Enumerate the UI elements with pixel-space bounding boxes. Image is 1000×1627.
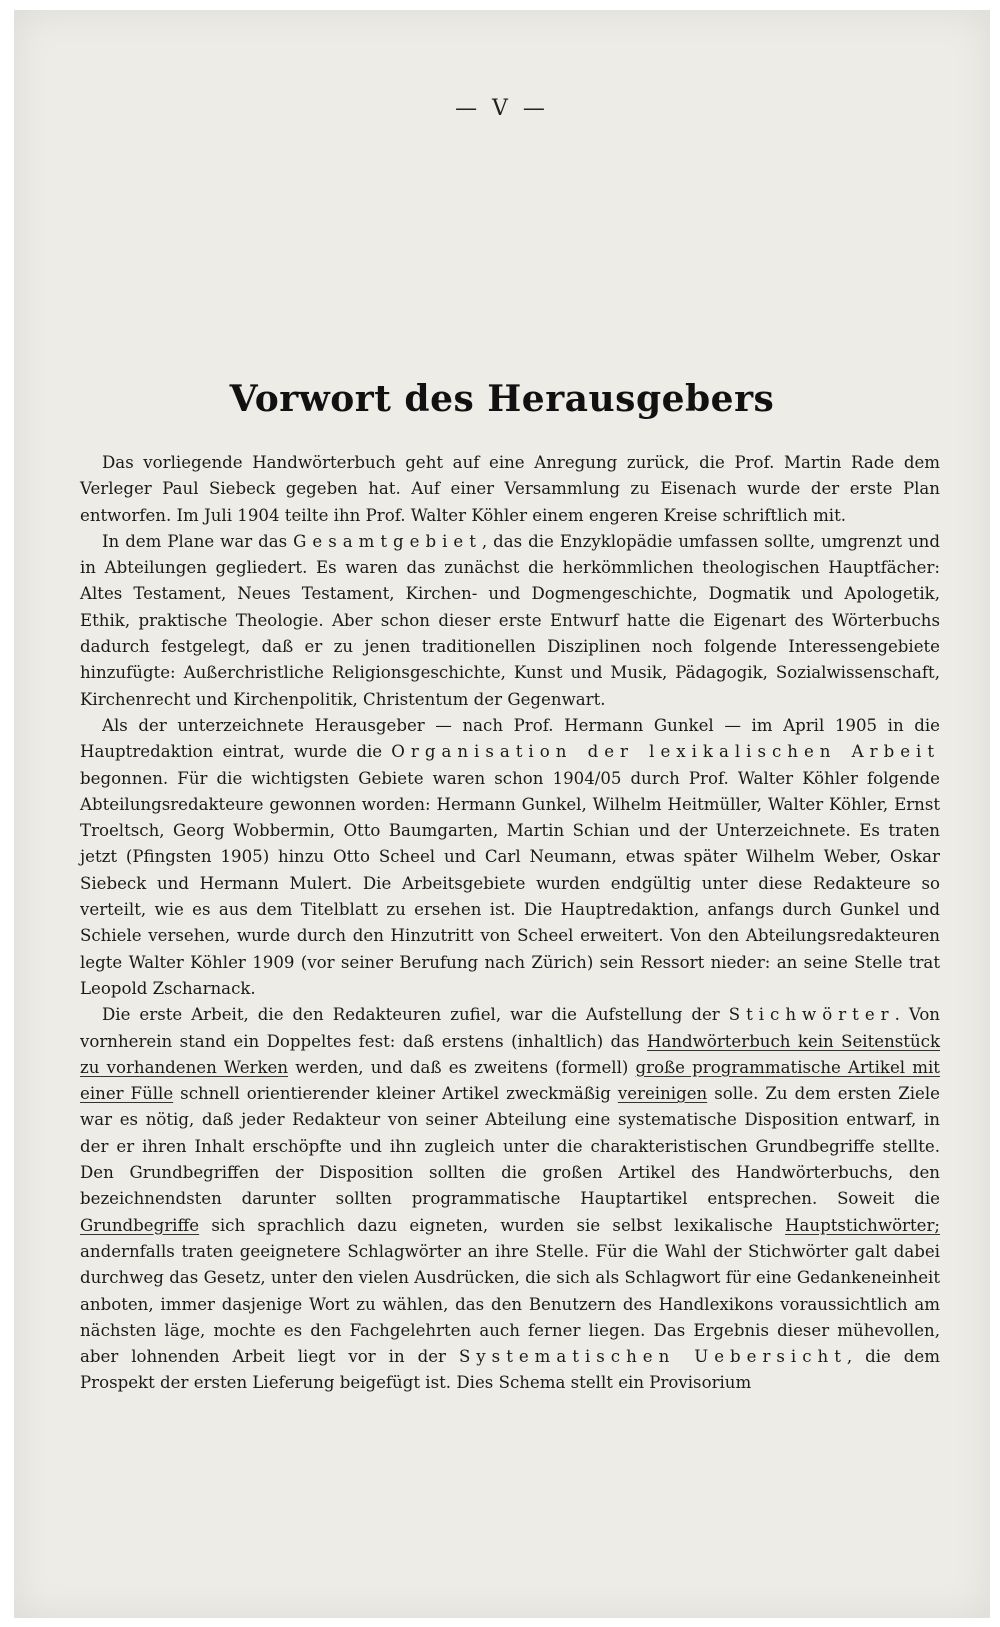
body-text (80, 450, 940, 1397)
text-run: solle. Zu dem ersten Ziele war es nötig, daß jeder Redakteur von seiner Abteilung eine systematische Disposition entwarf, in der er ihren Inhalt erschöpfte und ihn zugleich unter die charakteristischen Grundbegriffe stellte. Den Grundbegriffen der Disposition sollten die großen Artikel des Handwörterbuchs, den bezeichnendsten darunter sollten programmatische Hauptartikel entsprechen. Soweit die (80, 1084, 940, 1209)
text-run: , das die Enzyklopädie umfassen sollte, umgrenzt und in Abteilungen gegliedert. Es waren das zunächst die herkömmlichen theologischen Hauptfächer: Altes Testament, Neues Testament, Kirchen- und Dogmengeschichte, Dogmatik und Apologetik, Ethik, praktische Theologie. Aber schon dieser erste Entwurf hatte die Eigenart des Wörterbuchs dadurch festgelegt, daß er zu jenen traditionellen Disziplinen noch folgende Interessengebiete hinzufügte: Außerchristliche Religionsgeschichte, Kunst und Musik, Pädagogik, Sozialwissenschaft, Kirchenrecht und Kirchenpolitik, Christentum der Gegenwart. (80, 531, 940, 709)
spaced-emphasis: Stichwörter (728, 1005, 895, 1025)
underlined-text: Handwörterbuch kein Seitenstück zu vorhandenen Werken (80, 1031, 941, 1077)
text-run: Das vorliegende Handwörterbuch geht auf eine Anregung zurück, die Prof. Martin Rade dem Verleger Paul Siebeck gegeben hat. Auf einer Versammlung zu Eisenach wurde der erste Plan entworfen. Im Juli 1904 teilte ihn Prof. Walter Köhler einem engeren Kreise schriftlich mit. (80, 453, 940, 525)
text-run: Als der unterzeichnete Herausgeber — nach Prof. Hermann Gunkel — im April 1905 in die Hauptredaktion eintrat, wurde die (80, 715, 940, 762)
spaced-emphasis: Organisation der lexikalischen Arbeit (391, 742, 940, 762)
paragraph (80, 450, 940, 529)
underlined-text: vereinigen (617, 1084, 708, 1104)
paragraph (80, 529, 940, 713)
text-run: , die dem Prospekt der ersten Lieferung beigefügt ist. Dies Schema stellt ein Provisorium (80, 1347, 940, 1393)
text-run: andernfalls traten geeignetere Schlagwörter an ihre Stelle. Für die Wahl der Stichwörter galt dabei durchweg das Gesetz, unter den vielen Ausdrücken, die sich als Schlagwort für eine Gedankeneinheit anboten, immer dasjenige Wort zu wählen, das den Benutzern des Handlexikons voraussichtlich am nächsten läge, mochte es den Fachgelehrten auch ferner liegen. Das Ergebnis dieser mühevollen, aber lohnenden Arbeit liegt vor in der (80, 1241, 940, 1367)
text-run: schnell orientierender kleiner Artikel zweckmäßig (173, 1084, 618, 1104)
underlined-text: Grundbegriffe (80, 1215, 200, 1235)
text-run: werden, und daß es zweitens (formell) (288, 1057, 636, 1077)
underlined-text: Hauptstichwörter; (785, 1215, 940, 1235)
text-run: . Von vornherein stand ein Doppeltes fest: daß erstens (inhaltlich) das (80, 1005, 940, 1051)
text-run: begonnen. Für die wichtigsten Gebiete waren schon 1904/05 durch Prof. Walter Köhler folgende Abteilungsredakteure gewonnen worden: Hermann Gunkel, Wilhelm Heitmüller, Walter Köhler, Ernst Troeltsch, Georg Wobbermin, Otto Baumgarten, Martin Schian und der Unterzeichnete. Es traten jetzt (Pfingsten 1905) hinzu Otto Scheel und Carl Neumann, etwas später Wilhelm Weber, Oskar Siebeck und Hermann Mulert. Die Arbeitsgebiete wurden endgültig unter diese Redakteure so verteilt, wie es aus dem Titelblatt zu ersehen ist. Die Hauptredaktion, anfangs durch Gunkel und Schiele versehen, wurde durch den Hinzutritt von Scheel erweitert. Von den Abteilungsredakteuren legte Walter Köhler 1909 (vor seiner Berufung nach Zürich) sein Ressort nieder: an seine Stelle trat Leopold Zscharnack. (80, 768, 940, 998)
text-run: sich sprachlich dazu eigneten, wurden sie selbst lexikalische (199, 1215, 786, 1235)
paragraph (80, 1002, 940, 1396)
page-number: — V — (455, 96, 549, 121)
page-title: Vorwort des Herausgebers (229, 378, 775, 420)
document-page (14, 10, 990, 1618)
underlined-text: große programmatische Artikel mit einer Fülle (80, 1057, 940, 1104)
text-run: Die erste Arbeit, die den Redakteuren zufiel, war die Aufstellung der (102, 1005, 729, 1025)
spaced-emphasis: Gesamtgebiet (293, 531, 482, 551)
paragraph (80, 713, 940, 1002)
text-run: In dem Plane war das (102, 531, 294, 551)
spaced-emphasis: Systematischen Uebersicht (458, 1347, 847, 1367)
